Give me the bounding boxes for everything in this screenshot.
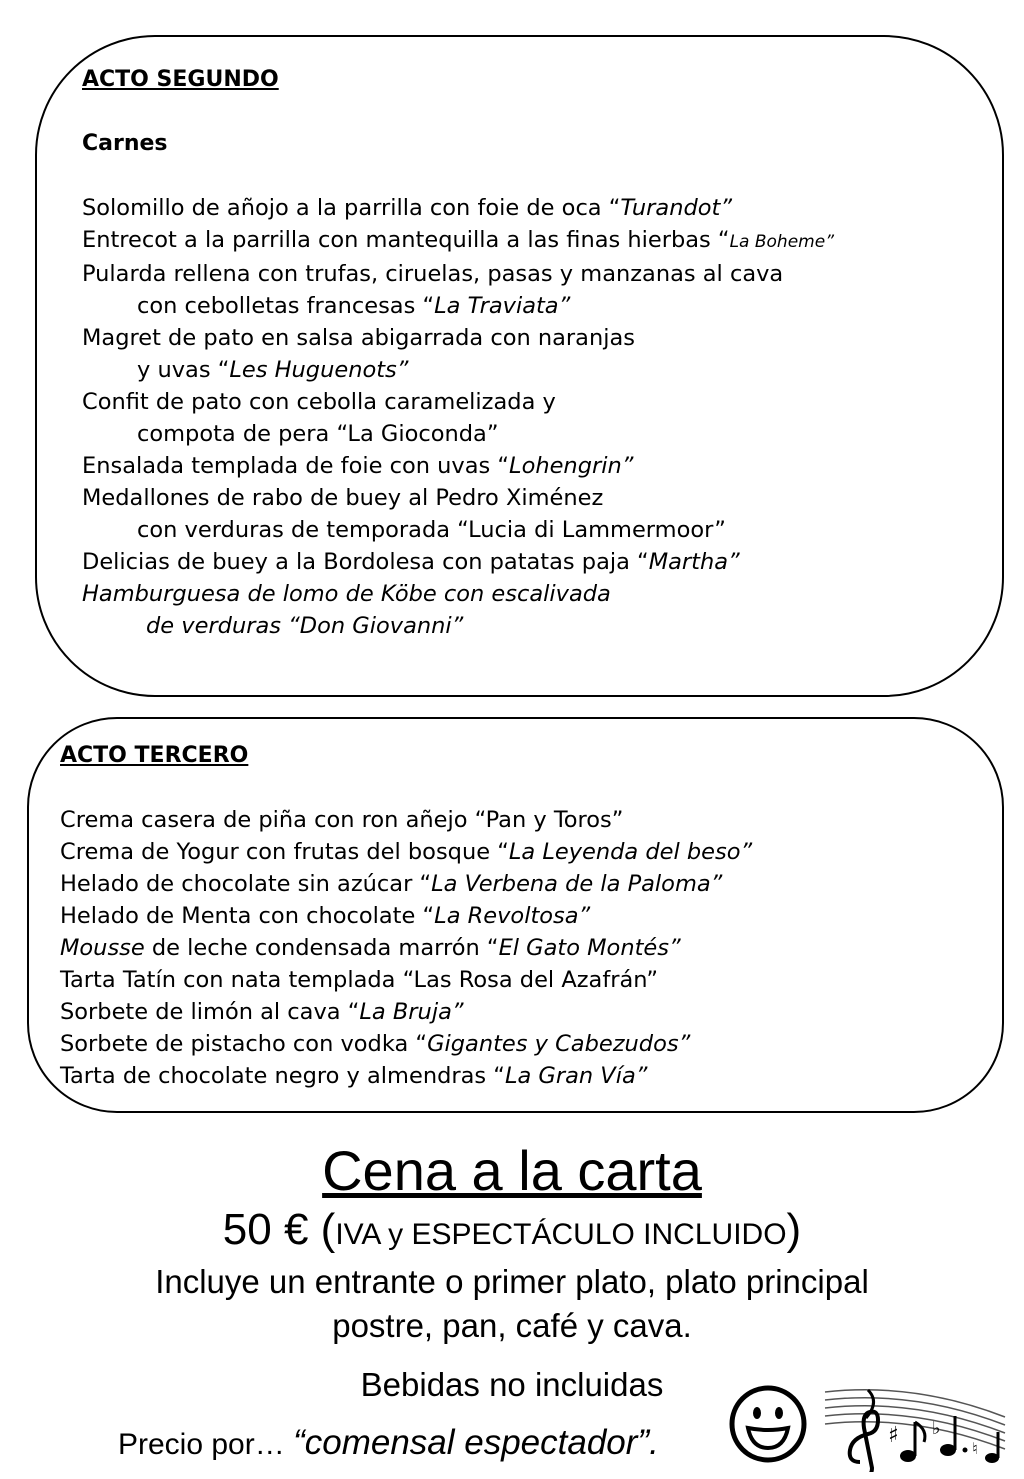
menu-item-continuation: con cebolletas francesas “La Traviata” [137,293,571,319]
dessert-item: Sorbete de limón al cava “La Bruja” [60,999,464,1025]
acto-tercero-section [60,740,752,1092]
music-notes-icon [820,1372,1010,1472]
dessert-item: Helado de chocolate sin azúcar “La Verbena de la Paloma” [60,871,723,897]
smiley-face-icon [728,1384,808,1464]
dessert-item: Crema casera de piña con ron añejo “Pan y Toros” [60,807,624,833]
svg-text:♭: ♭ [932,1418,941,1439]
menu-item: Confit de pato con cebolla caramelizada y [82,389,556,415]
menu-item: Medallones de rabo de buey al Pedro Ximénez [82,485,604,511]
includes-line-1: Incluye un entrante o primer plato, plato principal [155,1263,869,1300]
dessert-item: Mousse de leche condensada marrón “El Gato Montés” [60,935,681,961]
menu-item: Delicias de buey a la Bordolesa con patatas paja “Martha” [82,549,740,575]
acto-segundo-section [82,64,834,642]
includes-line-2: postre, pan, café y cava. [332,1307,692,1344]
acto-tercero-heading: ACTO TERCERO [60,743,249,768]
carnes-subheading: Carnes [82,131,168,156]
price-line: 50 € (IVA y ESPECTÁCULO INCLUIDO) [222,1205,802,1254]
menu-item: Pularda rellena con trufas, ciruelas, pasas y manzanas al cava [82,261,784,287]
dessert-item: Tarta de chocolate negro y almendras “La Gran Vía” [60,1063,648,1089]
svg-text:♮: ♮ [972,1439,978,1458]
menu-item-continuation: de verduras “Don Giovanni” [146,613,464,639]
menu-item: Solomillo de añojo a la parrilla con foie de oca “Turandot” [82,195,733,221]
dessert-item: Sorbete de pistacho con vodka “Gigantes y Cabezudos” [60,1031,691,1057]
cena-title: Cena a la carta [322,1139,702,1202]
menu-item-continuation: con verduras de temporada “Lucia di Lammermoor” [137,517,726,543]
dessert-item: Crema de Yogur con frutas del bosque “La Leyenda del beso” [60,839,753,865]
menu-item-continuation: y uvas “Les Huguenots” [137,357,409,383]
menu-item-continuation: compota de pera “La Gioconda” [137,421,499,447]
acto-segundo-heading: ACTO SEGUNDO [82,67,279,92]
svg-text:♯: ♯ [888,1423,899,1448]
dessert-item: Helado de Menta con chocolate “La Revoltosa” [60,903,591,929]
drinks-note: Bebidas no incluidas [360,1366,664,1403]
menu-item: Ensalada templada de foie con uvas “Lohengrin” [82,453,634,479]
dessert-item: Tarta Tatín con nata templada “Las Rosa del Azafrán” [60,967,658,993]
menu-item: Hamburguesa de lomo de Köbe con escalivada [82,581,611,607]
menu-item: Magret de pato en salsa abigarrada con naranjas [82,325,635,351]
price-per-line: Precio por… “comensal espectador”. [118,1423,659,1462]
menu-item: Entrecot a la parrilla con mantequilla a las finas hierbas “La Boheme” [82,227,834,253]
